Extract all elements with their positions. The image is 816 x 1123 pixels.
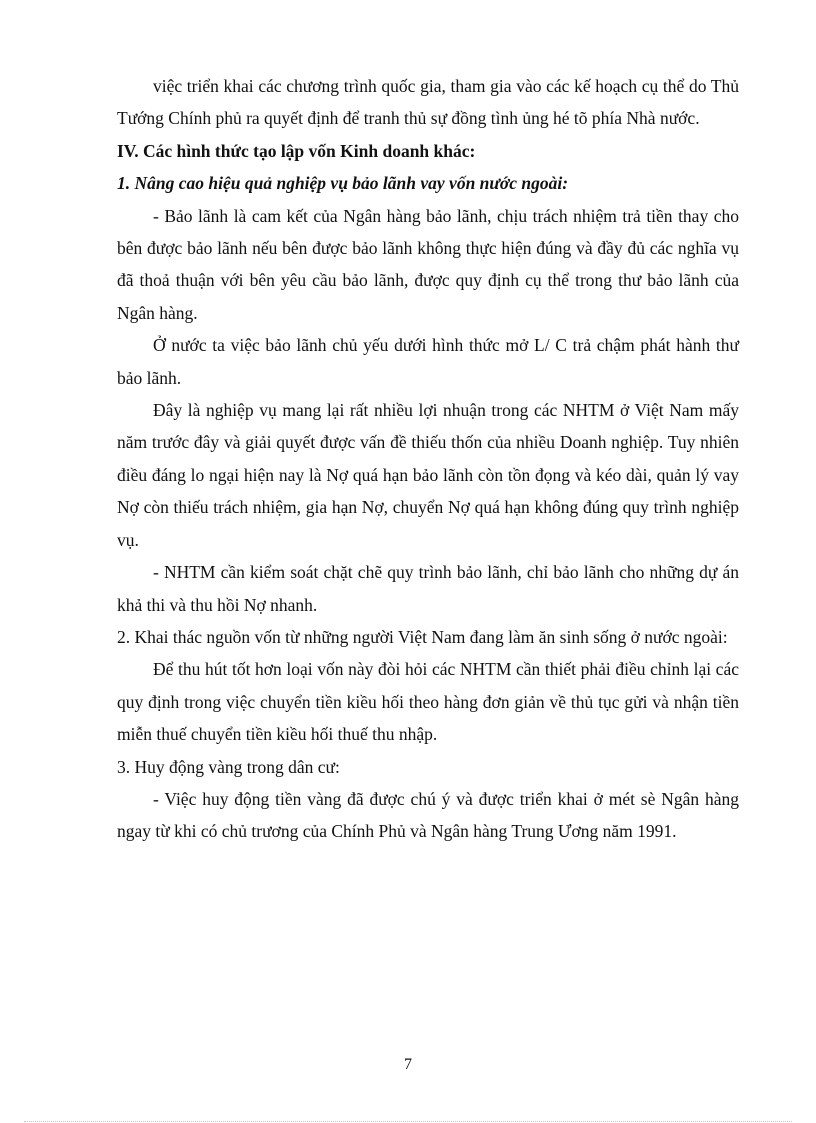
subsection-heading-2: 2. Khai thác nguồn vốn từ những người Việt Nam đang làm ăn sinh sống ở nước ngoài: <box>117 626 728 647</box>
paragraph-gold-mobilization: - Việc huy động tiền vàng đã được chú ý và được triển khai ở mét sè Ngân hàng ngay từ khi có chủ trương của Chính Phủ và Ngân hàng Trung Ương năm 1991. <box>117 788 739 842</box>
paragraph-national-programs: việc triển khai các chương trình quốc gia, tham gia vào các kế hoạch cụ thể do Thủ Tướng Chính phủ ra quyết định để tranh thủ sự đồng tình ủng hé tõ phía Nhà nước. <box>117 76 739 129</box>
paragraph-profit-risk: Đây là nghiệp vụ mang lại rất nhiều lợi nhuận trong các NHTM ở Việt Nam mấy năm trước đây và giải quyết được vấn đề thiếu thốn của nhiều Doanh nghiệp. Tuy nhiên điều đáng lo ngại hiện nay là Nợ quá hạn bảo lãnh còn tồn đọng và kéo dài, quản lý vay Nợ còn thiếu trách nhiệm, gia hạn Nợ, chuyển Nợ quá hạn không đúng quy trình nghiệp vụ. <box>117 400 739 550</box>
paragraph-control-process: - NHTM cần kiểm soát chặt chẽ quy trình bảo lãnh, chỉ bảo lãnh cho những dự án khả thi và thu hồi Nợ nhanh. <box>117 562 739 615</box>
section-heading-iv: IV. Các hình thức tạo lập vốn Kinh doanh khác: <box>117 140 476 161</box>
document-body <box>117 70 739 848</box>
paragraph-remittance: Để thu hút tốt hơn loại vốn này đòi hỏi các NHTM cần thiết phải điều chỉnh lại các quy định trong việc chuyển tiền kiều hối theo hàng đơn giản về thủ tục gửi và nhận tiền miễn thuế chuyển tiền kiều hối thuế thu nhập. <box>117 659 739 745</box>
page-number: 7 <box>404 1056 412 1073</box>
subsection-heading-1: 1. Nâng cao hiệu quả nghiệp vụ bảo lãnh vay vốn nước ngoài: <box>117 173 569 194</box>
paragraph-lc-deferred: Ở nước ta việc bảo lãnh chủ yếu dưới hình thức mở L/ C trả chậm phát hành thư bảo lãnh. <box>117 335 739 388</box>
paragraph-guarantee-definition: - Bảo lãnh là cam kết của Ngân hàng bảo lãnh, chịu trách nhiệm trả tiền thay cho bên được bảo lãnh nếu bên được bảo lãnh không thực hiện đúng và đầy đủ các nghĩa vụ đã thoả thuận với bên yêu cầu bảo lãnh, được quy định cụ thể trong thư bảo lãnh của Ngân hàng. <box>117 205 739 323</box>
footer-divider <box>24 1121 792 1122</box>
subsection-heading-3: 3. Huy động vàng trong dân cư: <box>117 756 340 777</box>
